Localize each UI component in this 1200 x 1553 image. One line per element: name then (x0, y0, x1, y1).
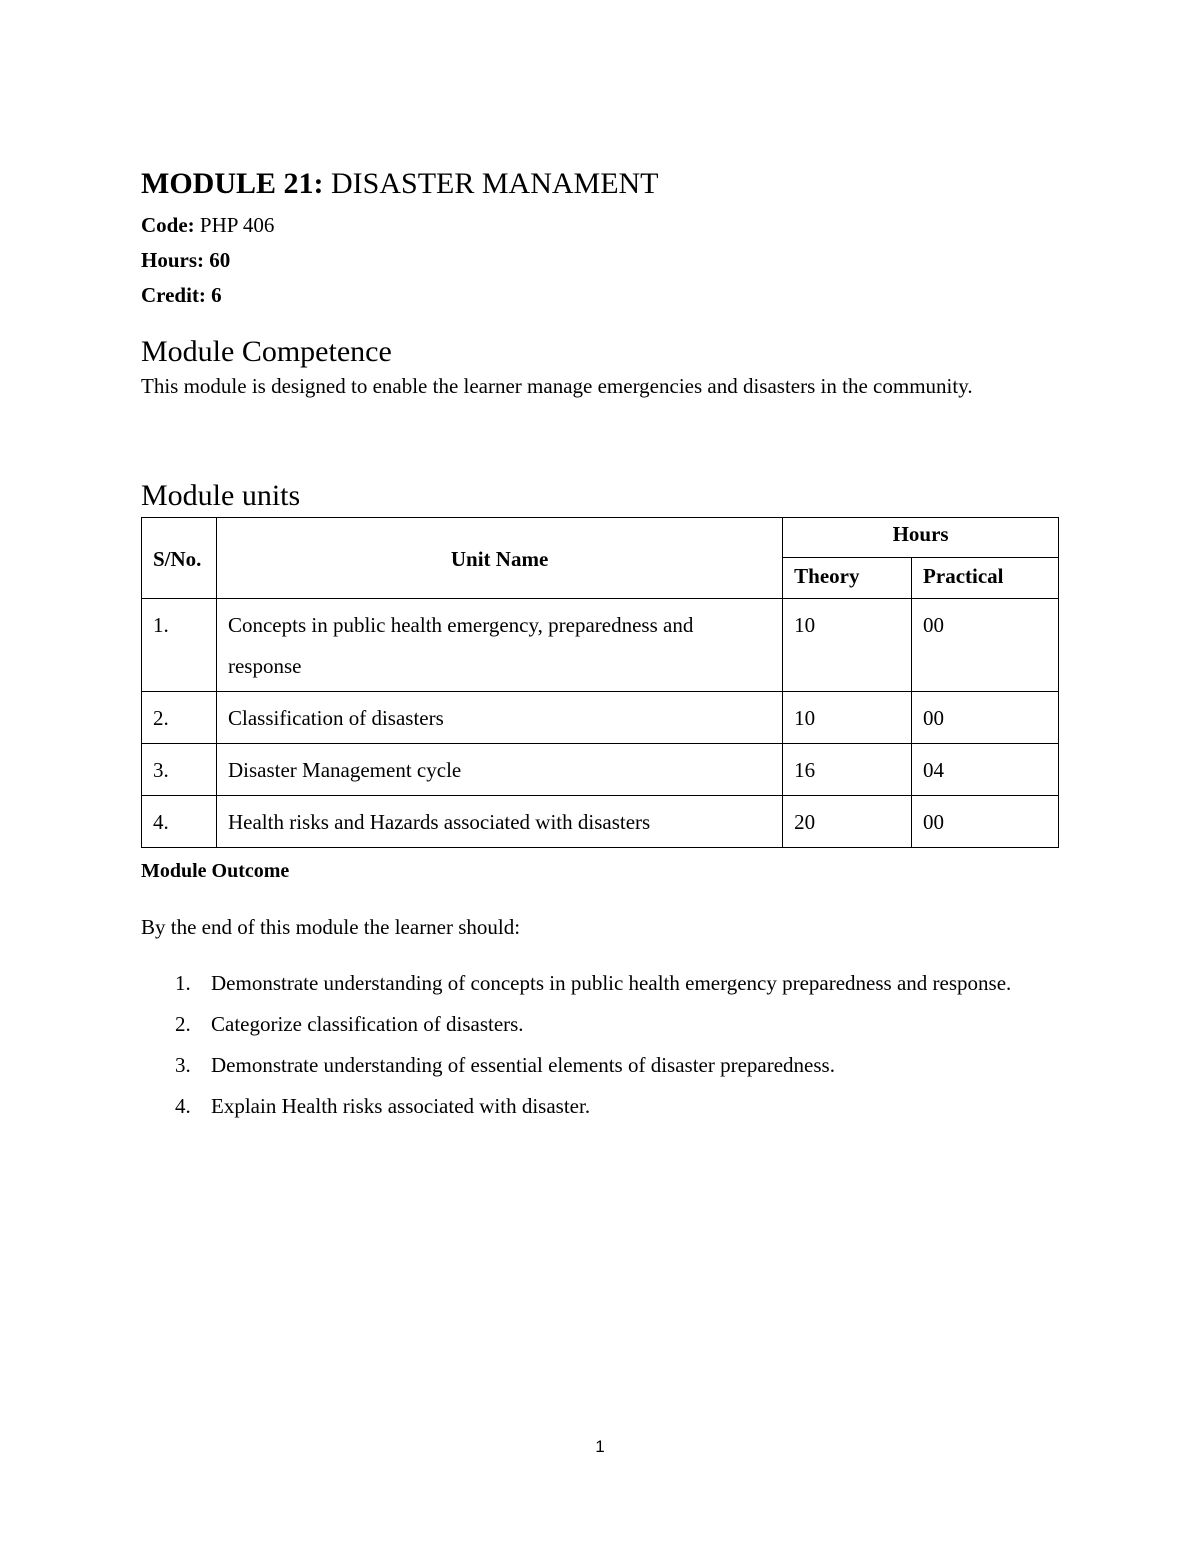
list-item-text: Explain Health risks associated with disaster. (211, 1094, 591, 1118)
table-row (142, 599, 1059, 692)
table-row (142, 692, 1059, 744)
list-item-number: 4. (175, 1094, 191, 1118)
row-practical: 00 (912, 692, 1059, 744)
outcome-list (141, 963, 1059, 1127)
header-hours: Hours (783, 518, 1059, 558)
page-number: 1 (595, 1437, 605, 1456)
header-theory: Theory (783, 558, 912, 599)
row-unit-name: Disaster Management cycle (216, 744, 782, 796)
row-practical: 00 (912, 796, 1059, 848)
list-item (141, 963, 1059, 1004)
outcome-intro: By the end of this module the learner should: (141, 915, 521, 939)
list-item (141, 1004, 1059, 1045)
row-sno: 2. (142, 692, 217, 744)
table-row (142, 796, 1059, 848)
header-unit-name: Unit Name (216, 518, 782, 599)
module-title (141, 166, 659, 202)
code-label: Code: (141, 213, 195, 237)
list-item-text: Demonstrate understanding of concepts in public health emergency preparedness and response. (211, 971, 1012, 995)
competence-heading: Module Competence (141, 335, 392, 368)
list-item-number: 2. (175, 1012, 191, 1036)
row-sno: 3. (142, 744, 217, 796)
module-hours: Hours: 60 (141, 248, 231, 272)
row-unit-name: Health risks and Hazards associated with disasters (216, 796, 782, 848)
row-unit-name: Classification of disasters (216, 692, 782, 744)
competence-text: This module is designed to enable the learner manage emergencies and disasters in the community. (141, 374, 973, 398)
row-unit-name: Concepts in public health emergency, preparedness and response (216, 599, 782, 692)
module-label: MODULE 21: (141, 167, 324, 200)
module-credit: Credit: 6 (141, 283, 222, 307)
row-sno: 1. (142, 599, 217, 692)
row-theory: 10 (783, 692, 912, 744)
module-name: DISASTER MANAMENT (323, 167, 659, 200)
code-value: PHP 406 (194, 213, 275, 237)
header-sno: S/No. (142, 518, 217, 599)
list-item (141, 1045, 1059, 1086)
list-item-number: 1. (175, 971, 191, 995)
row-theory: 10 (783, 599, 912, 692)
row-practical: 00 (912, 599, 1059, 692)
units-heading: Module units (141, 479, 301, 512)
row-theory: 20 (783, 796, 912, 848)
module-code (141, 212, 274, 238)
row-practical: 04 (912, 744, 1059, 796)
list-item-number: 3. (175, 1053, 191, 1077)
header-practical: Practical (912, 558, 1059, 599)
row-theory: 16 (783, 744, 912, 796)
units-table (141, 517, 1059, 848)
row-sno: 4. (142, 796, 217, 848)
list-item-text: Demonstrate understanding of essential elements of disaster preparedness. (211, 1053, 835, 1077)
outcome-heading: Module Outcome (141, 860, 290, 882)
list-item (141, 1086, 1059, 1127)
list-item-text: Categorize classification of disasters. (211, 1012, 524, 1036)
table-row (142, 744, 1059, 796)
